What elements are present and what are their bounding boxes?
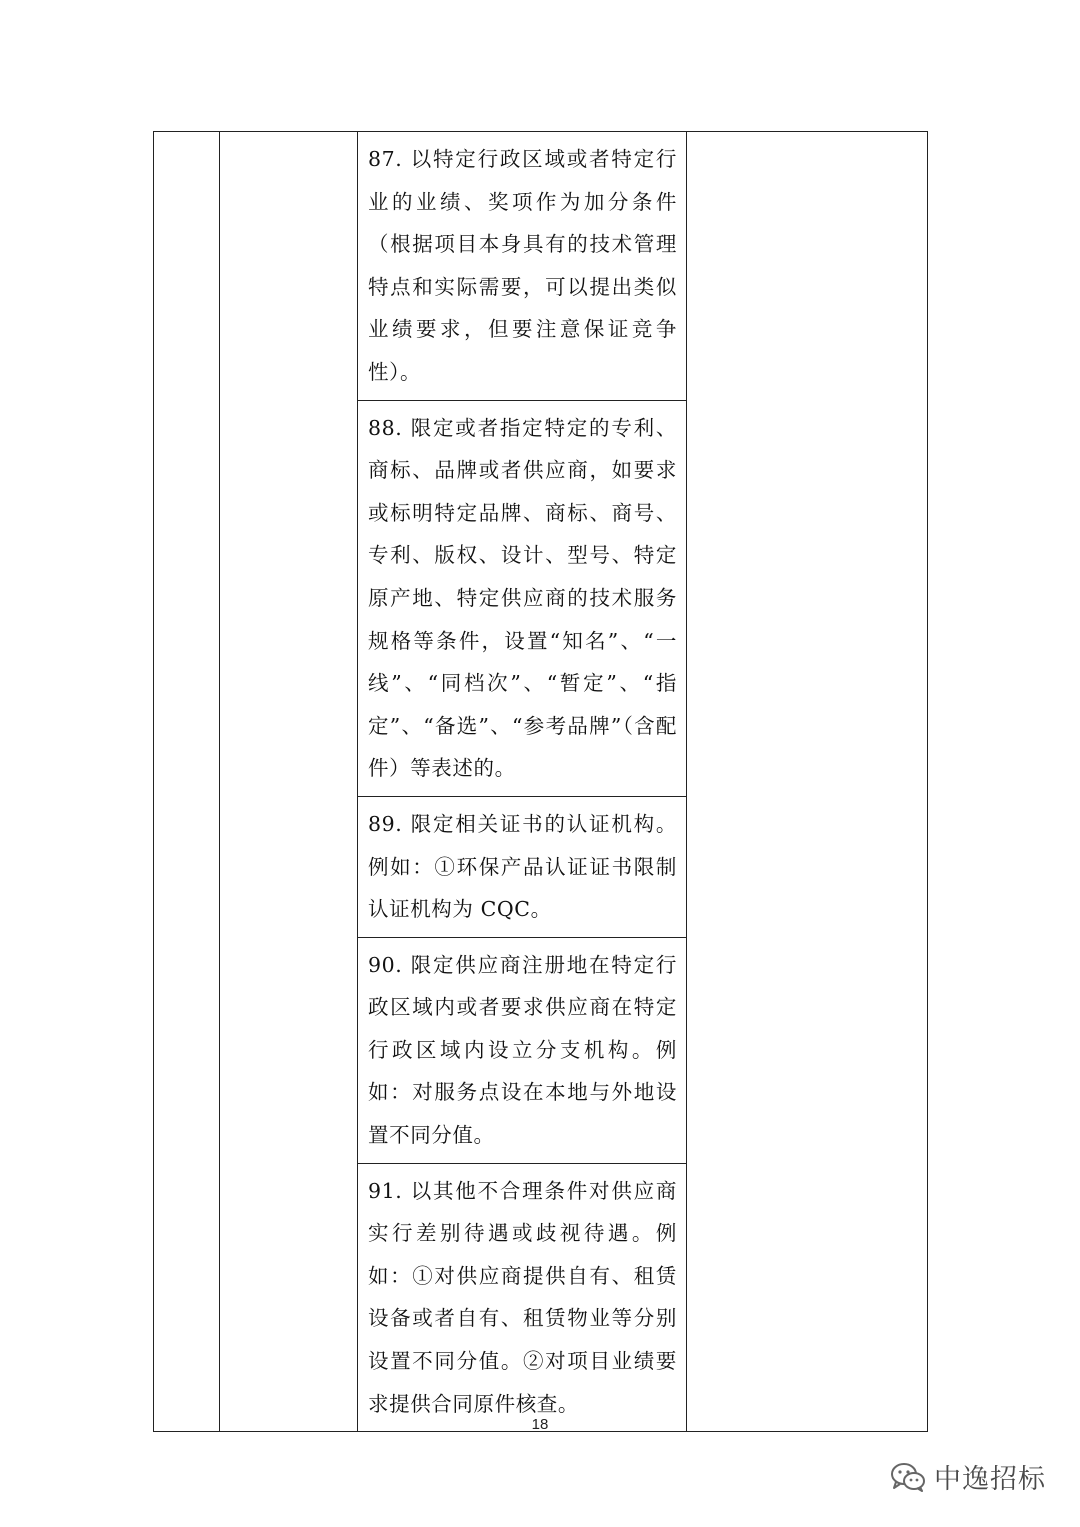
table-row (154, 132, 928, 401)
rules-table (153, 131, 928, 1432)
index-column-cell (154, 132, 220, 1432)
item-cell-89: 89. 限定相关证书的认证机构。例如：①环保产品认证证书限制认证机构为 CQC。 (358, 796, 687, 937)
watermark (890, 1457, 1046, 1496)
item-cell-88: 88. 限定或者指定特定的专利、商标、品牌或者供应商，如要求或标明特定品牌、商标、商号、专利、版权、设计、型号、特定原产地、特定供应商的技术服务规格等条件，设置“知名”、“一线”、“同档次”、“暂定”、“指定”、“备选”、“参考品牌”（含配件）等表述的。 (358, 400, 687, 796)
wechat-icon (890, 1462, 926, 1492)
item-cell-91: 91. 以其他不合理条件对供应商实行差别待遇或歧视待遇。例如：①对供应商提供自有、租赁设备或者自有、租赁物业等分别设置不同分值。②对项目业绩要求提供合同原件核查。 (358, 1163, 687, 1432)
item-cell-90: 90. 限定供应商注册地在特定行政区域内或者要求供应商在特定行政区域内设立分支机构。例如：对服务点设在本地与外地设置不同分值。 (358, 937, 687, 1163)
item-cell-87: 87. 以特定行政区域或者特定行业的业绩、奖项作为加分条件（根据项目本身具有的技术管理特点和实际需要，可以提出类似业绩要求，但要注意保证竞争性）。 (358, 132, 687, 401)
remarks-column-cell (687, 132, 928, 1432)
watermark-text: 中逸招标 (934, 1464, 1046, 1495)
category-column-cell (220, 132, 358, 1432)
page-number: 18 (531, 1416, 549, 1433)
